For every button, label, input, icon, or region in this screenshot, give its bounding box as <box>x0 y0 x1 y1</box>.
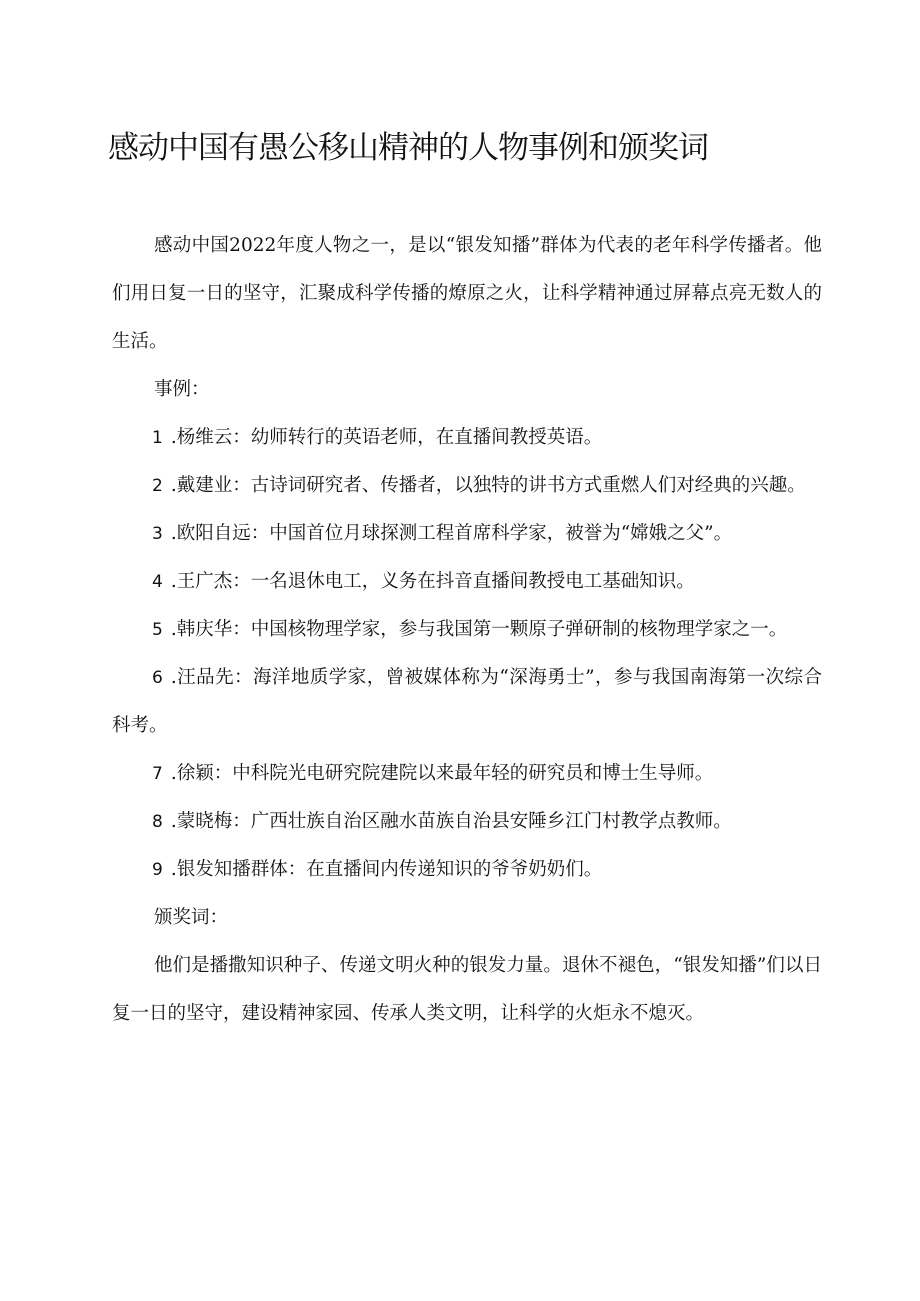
examples-list <box>112 414 822 894</box>
award-heading: 颁奖词： <box>154 907 229 928</box>
example-item <box>112 798 822 846</box>
example-text: .欧阳自远：中国首位月球探测工程首席科学家，被誉为“嫦娥之父”。 <box>170 523 733 544</box>
intro-paragraph: 感动中国2022年度人物之一，是以“银发知播”群体为代表的老年科学传播者。他们用日复一日的坚守，汇聚成科学传播的燎原之火，让科学精神通过屏幕点亮无数人的生活。 <box>112 235 822 352</box>
example-item <box>112 414 822 462</box>
example-item <box>112 750 822 798</box>
document-body <box>112 222 822 1038</box>
example-item <box>112 606 822 654</box>
example-number: 1 <box>152 428 163 448</box>
example-text: .王广杰：一名退休电工，义务在抖音直播间教授电工基础知识。 <box>170 571 695 592</box>
example-number: 9 <box>152 860 163 880</box>
example-number: 6 <box>152 668 163 688</box>
example-item <box>112 462 822 510</box>
example-number: 5 <box>152 620 163 640</box>
example-text: .蒙晓梅：广西壮族自治区融水苗族自治县安陲乡江门村教学点教师。 <box>170 811 732 832</box>
award-paragraph: 他们是播撒知识种子、传递文明火种的银发力量。退休不褪色，“银发知播”们以日复一日的坚守，建设精神家园、传承人类文明，让科学的火炬永不熄灭。 <box>112 955 822 1024</box>
document-title: 感动中国有愚公移山精神的人物事例和颁奖词 <box>108 130 708 166</box>
example-number: 3 <box>152 524 163 544</box>
example-number: 8 <box>152 812 163 832</box>
example-text: .韩庆华：中国核物理学家，参与我国第一颗原子弹研制的核物理学家之一。 <box>170 619 788 640</box>
example-item <box>112 846 822 894</box>
example-number: 2 <box>152 476 163 496</box>
example-number: 4 <box>152 572 163 592</box>
example-item <box>112 558 822 606</box>
example-text: .杨维云：幼师转行的英语老师，在直播间教授英语。 <box>170 427 603 448</box>
examples-heading: 事例： <box>154 379 210 400</box>
example-text: .徐颖：中科院光电研究院建院以来最年轻的研究员和博士生导师。 <box>170 763 714 784</box>
example-text: .汪品先：海洋地质学家，曾被媒体称为“深海勇士”，参与我国南海第一次综合科考。 <box>112 667 822 736</box>
example-item <box>112 510 822 558</box>
example-item <box>112 654 822 750</box>
example-number: 7 <box>152 764 163 784</box>
example-text: .戴建业：古诗词研究者、传播者，以独特的讲书方式重燃人们对经典的兴趣。 <box>170 475 806 496</box>
example-text: .银发知播群体：在直播间内传递知识的爷爷奶奶们。 <box>170 859 603 880</box>
